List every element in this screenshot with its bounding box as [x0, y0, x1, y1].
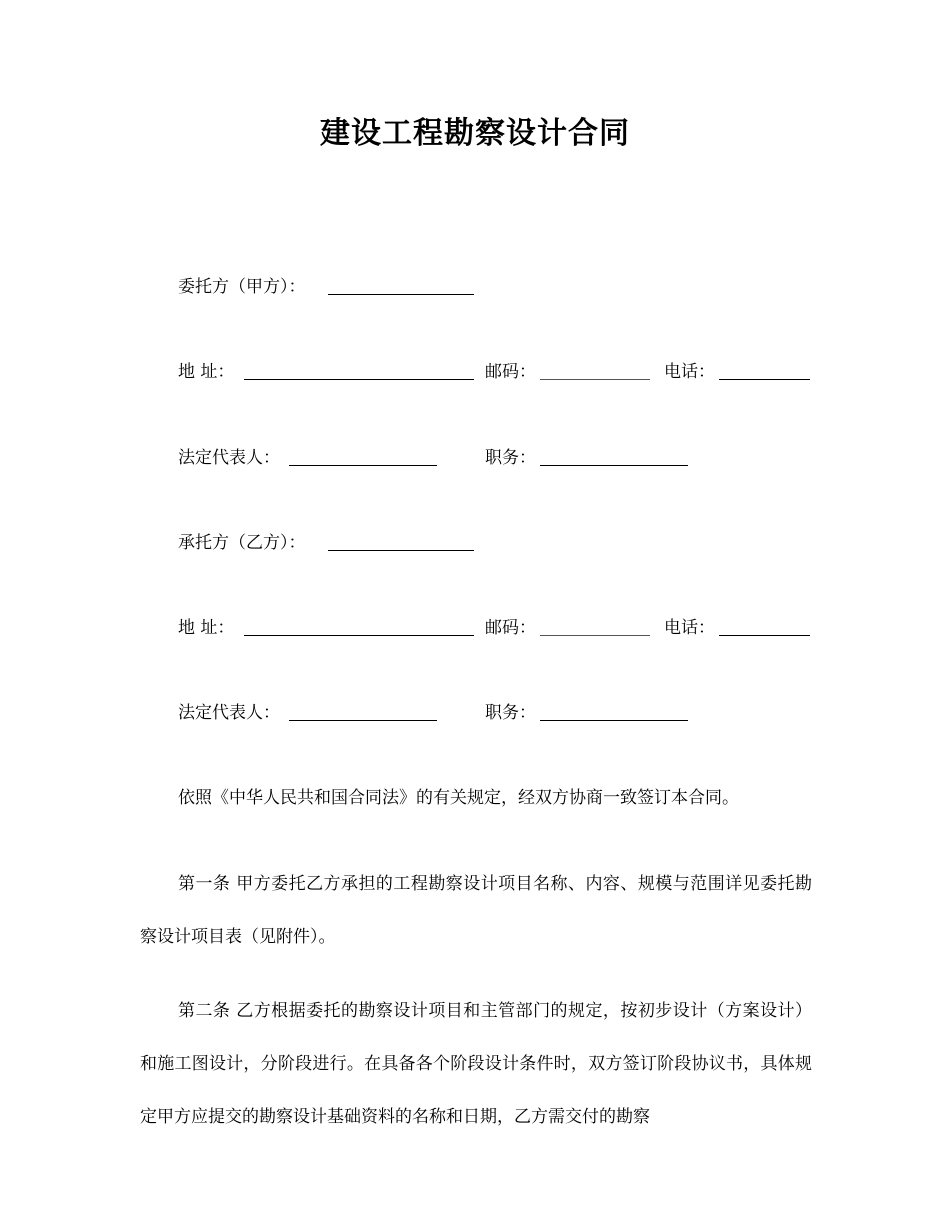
- party-b-phone-blank[interactable]: [719, 635, 810, 636]
- party-a-position-blank[interactable]: [540, 465, 688, 466]
- party-b-postcode-label: 邮码：: [485, 618, 536, 638]
- party-a-phone-blank[interactable]: [719, 379, 810, 380]
- party-a-phone-label: 电话：: [664, 362, 715, 382]
- party-a-address-blank[interactable]: [244, 379, 474, 380]
- document-title: 建设工程勘察设计合同: [320, 116, 630, 151]
- party-a-name-blank[interactable]: [328, 294, 474, 295]
- article-2-paragraph: 第二条 乙方根据委托的勘察设计项目和主管部门的规定，按初步设计（方案设计）和施工图设计，分阶段进行。在具备各个阶段设计条件时，双方签订阶段协议书，具体规定甲方应提交的勘察设计基础资料的名称和日期，乙方需交付的勘察: [140, 1001, 812, 1127]
- intro-paragraph: 依照《中华人民共和国合同法》的有关规定，经双方协商一致签订本合同。: [178, 788, 739, 808]
- party-a-postcode-label: 邮码：: [485, 362, 536, 382]
- party-b-address-blank[interactable]: [244, 635, 474, 636]
- party-a-address-label: 地 址：: [178, 362, 235, 382]
- party-a-postcode-blank[interactable]: [540, 379, 650, 380]
- party-b-name-blank[interactable]: [328, 550, 474, 551]
- party-b-postcode-blank[interactable]: [540, 635, 650, 636]
- party-a-label: 委托方（甲方）：: [178, 277, 306, 297]
- party-b-address-label: 地 址：: [178, 618, 235, 638]
- party-a-position-label: 职务：: [485, 448, 536, 468]
- party-b-label: 承托方（乙方）：: [178, 533, 306, 553]
- party-b-position-blank[interactable]: [540, 720, 688, 721]
- party-a-rep-label: 法定代表人：: [178, 448, 280, 468]
- party-b-rep-label: 法定代表人：: [178, 703, 280, 723]
- party-b-rep-blank[interactable]: [289, 720, 437, 721]
- article-1-paragraph: 第一条 甲方委托乙方承担的工程勘察设计项目名称、内容、规模与范围详见委托勘察设计项目表（见附件）。: [140, 874, 812, 947]
- party-a-rep-blank[interactable]: [289, 465, 437, 466]
- party-b-position-label: 职务：: [485, 703, 536, 723]
- party-b-phone-label: 电话：: [664, 618, 715, 638]
